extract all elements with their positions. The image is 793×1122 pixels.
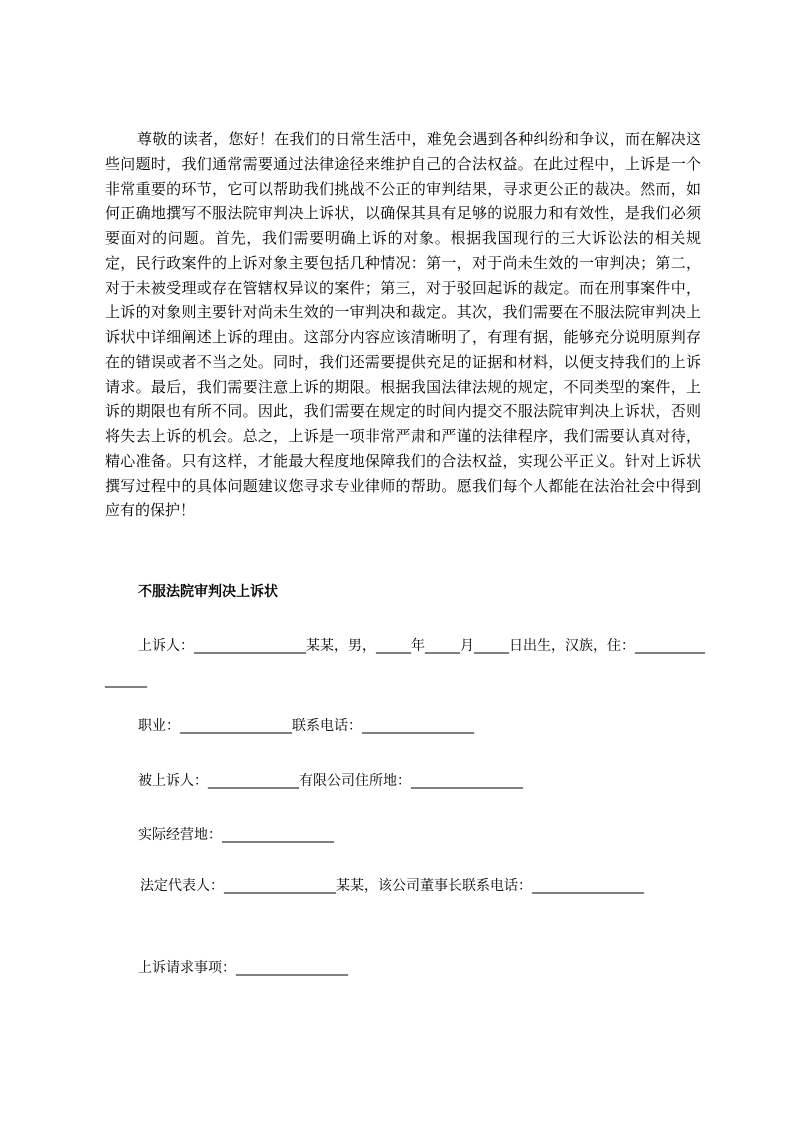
appeal-requests-field: 上诉请求事项：________________ <box>138 960 348 976</box>
legal-representative-field: 法定代表人：________________某某，该公司董事长联系电话：________________ <box>140 878 644 894</box>
business-address-field: 实际经营地：________________ <box>138 827 334 843</box>
appellee-field: 被上诉人：_____________有限公司住所地：________________ <box>138 773 523 789</box>
occupation-field: 职业：________________联系电话：________________ <box>138 718 474 734</box>
intro-paragraph: 尊敬的读者，您好！在我们的日常生活中，难免会遇到各种纠纷和争议，而在解决这些问题时，我们通常需要通过法律途径来维护自己的合法权益。在此过程中，上诉是一个非常重要的环节，它可以帮助我们挑战不公正的审判结果，寻求更公正的裁决。然而，如何正确地撰写不服法院审判决上诉状，以确保其具有足够的说服力和有效性，是我们必须要面对的问题。首先，我们需要明确上诉的对象。根据我国现行的三大诉讼法的相关规定，民行政案件的上诉对象主要包括几种情况：第一，对于尚未生效的一审判决；第二，对于未被受理或存在管辖权异议的案件；第三，对于驳回起诉的裁定。而在刑事案件中，上诉的对象则主要针对尚未生效的一审判决和裁定。其次，我们需要在不服法院审判决上诉状中详细阐述上诉的理由。这部分内容应该清晰明了，有理有据，能够充分说明原判存在的错误或者不当之处。同时，我们还需要提供充足的证据和材料，以便支持我们的上诉请求。最后，我们需要注意上诉的期限。根据我国法律法规的规定，不同类型的案件，上诉的期限也有所不同。因此，我们需要在规定的时间内提交不服法院审判决上诉状，否则将失去上诉的机会。总之，上诉是一项非常严肃和严谨的法律程序，我们需要认真对待，精心准备。只有这样，才能最大程度地保障我们的合法权益，实现公平正义。针对上诉状撰写过程中的具体问题建议您寻求专业律师的帮助。愿我们每个人都能在法治社会中得到应有的保护！ <box>105 130 701 520</box>
appellant-field: 上诉人：________________某某，男，_____年_____月_____日出生，汉族，住：________________ <box>105 638 705 688</box>
form-title: 不服法院审判决上诉状 <box>138 584 278 600</box>
